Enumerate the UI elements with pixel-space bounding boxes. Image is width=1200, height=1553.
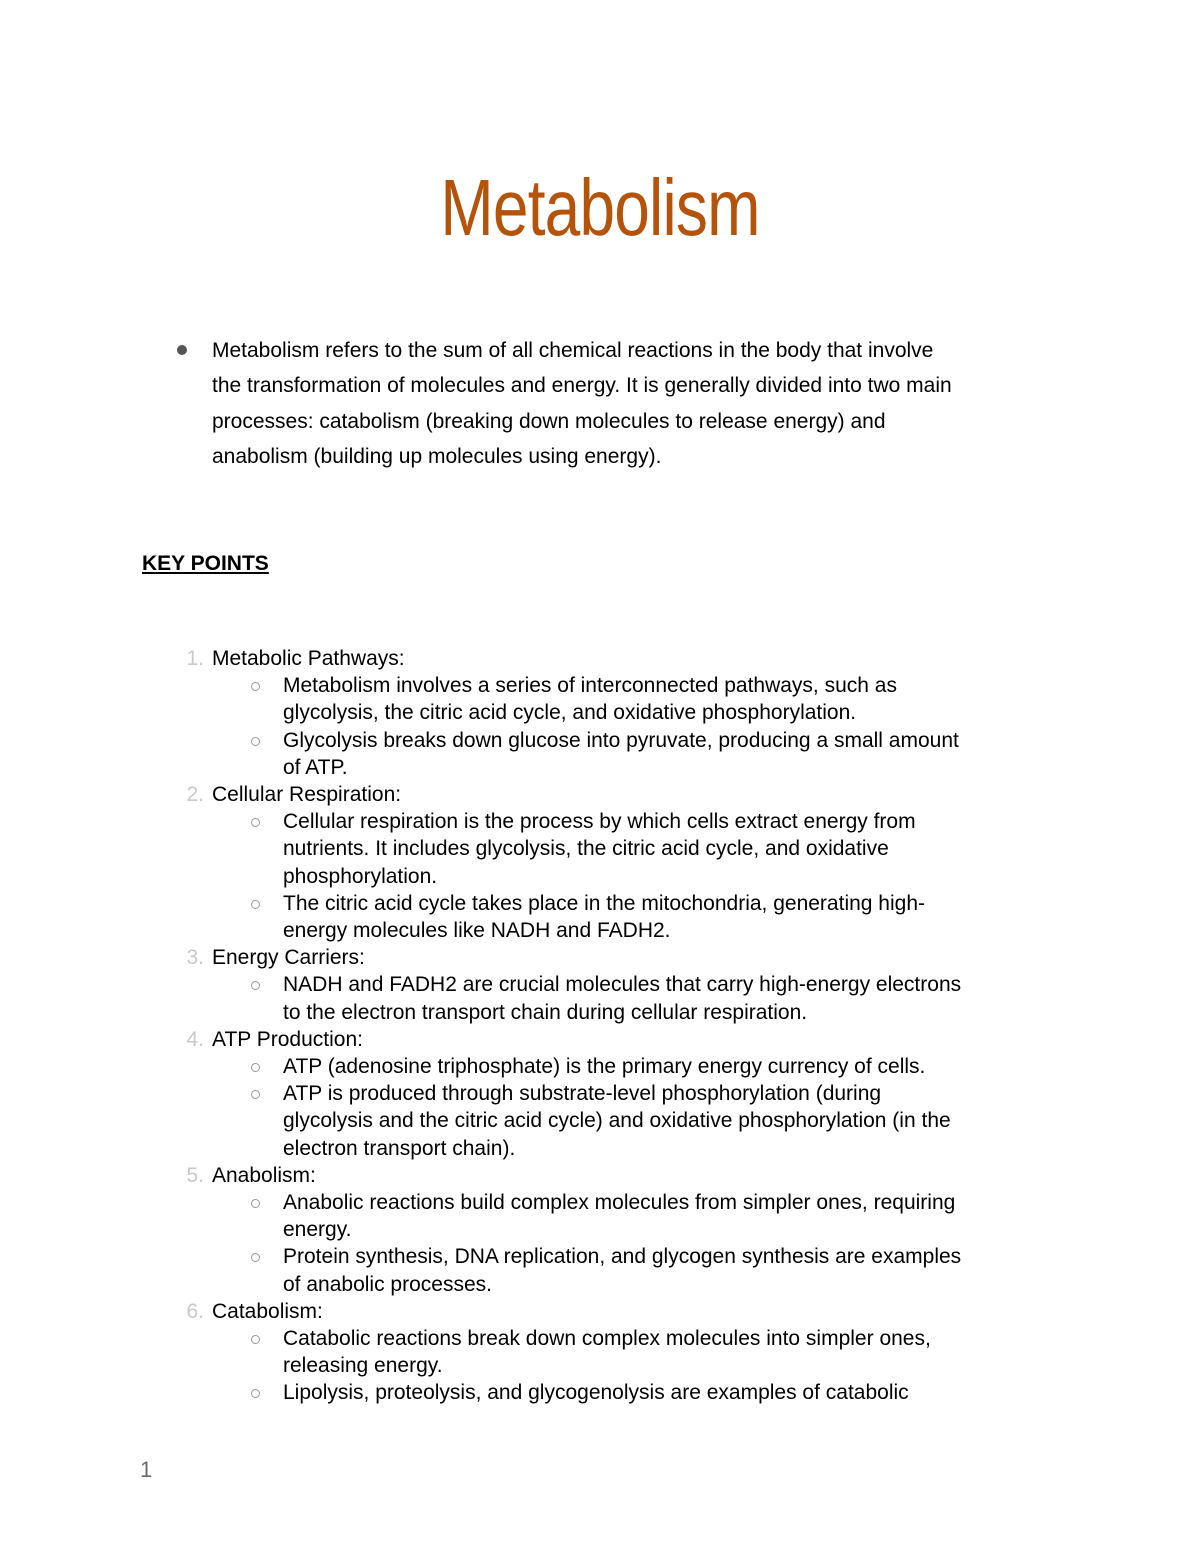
sub-list-item: [212, 1243, 1052, 1297]
intro-list: [162, 333, 1062, 474]
hollow-circle-bullet-icon: [251, 737, 260, 746]
sub-list-item: [212, 1189, 1052, 1243]
key-point-label: Energy Carriers:: [212, 946, 365, 970]
sub-list-item: [212, 1379, 1052, 1406]
sub-list-item: [212, 1053, 1052, 1080]
hollow-circle-bullet-icon: [251, 1389, 260, 1398]
key-point-item: [142, 1298, 1052, 1407]
key-point-item: [142, 1026, 1052, 1162]
list-number: 5.: [186, 1163, 204, 1187]
sub-item-line: releasing energy.: [283, 1354, 443, 1378]
key-point-item: [142, 1162, 1052, 1298]
sub-item-line: electron transport chain).: [283, 1136, 516, 1160]
sub-item-line: energy.: [283, 1218, 352, 1242]
key-point-label: Metabolic Pathways:: [212, 647, 405, 670]
key-point-label: Anabolism:: [212, 1163, 316, 1187]
sub-item-line: Lipolysis, proteolysis, and glycogenolysis are examples of catabolic: [283, 1381, 909, 1405]
hollow-circle-bullet-icon: [251, 981, 260, 990]
sub-list: [212, 1053, 1052, 1162]
list-number: 3.: [186, 946, 204, 970]
sub-item-line: Protein synthesis, DNA replication, and glycogen synthesis are examples: [283, 1245, 962, 1269]
sub-item-line: glycolysis and the citric acid cycle) and oxidative phosphorylation (in the: [283, 1109, 951, 1133]
list-number: 4.: [186, 1027, 204, 1051]
sub-item-line: Cellular respiration is the process by which cells extract energy from: [283, 810, 916, 834]
sub-item-line: ATP (adenosine triphosphate) is the primary energy currency of cells.: [283, 1055, 926, 1079]
sub-item-line: The citric acid cycle takes place in the mitochondria, generating high-: [283, 891, 925, 915]
sub-list-item: [212, 971, 1052, 1025]
list-number: 2.: [186, 783, 204, 807]
hollow-circle-bullet-icon: [251, 1199, 260, 1208]
key-points-heading: KEY POINTS: [142, 552, 269, 575]
hollow-circle-bullet-icon: [251, 900, 260, 909]
sub-item-line: of ATP.: [283, 755, 348, 779]
sub-list: [212, 808, 1052, 944]
hollow-circle-bullet-icon: [251, 818, 260, 827]
hollow-circle-bullet-icon: [251, 1253, 260, 1262]
sub-item-line: NADH and FADH2 are crucial molecules that carry high-energy electrons: [283, 973, 962, 997]
sub-list-item: [212, 672, 1052, 726]
key-point-item: [142, 645, 1052, 781]
intro-line: the transformation of molecules and energy. It is generally divided into two main: [212, 374, 952, 398]
sub-list: [212, 672, 1052, 781]
list-number: 6.: [186, 1299, 204, 1323]
sub-item-line: of anabolic processes.: [283, 1272, 492, 1296]
page-number: 1: [140, 1457, 153, 1482]
sub-list-item: [212, 1080, 1052, 1162]
intro-bullet-item: [162, 333, 1062, 474]
key-point-label: Cellular Respiration:: [212, 783, 402, 807]
sub-list: [212, 1189, 1052, 1298]
intro-line: processes: catabolism (breaking down molecules to release energy) and: [212, 409, 886, 433]
sub-item-line: Metabolism involves a series of interconnected pathways, such as: [283, 674, 897, 698]
sub-list-item: [212, 1325, 1052, 1379]
sub-item-line: Anabolic reactions build complex molecules from simpler ones, requiring: [283, 1191, 956, 1215]
key-point-label: ATP Production:: [212, 1027, 363, 1051]
sub-item-line: nutrients. It includes glycolysis, the citric acid cycle, and oxidative: [283, 837, 889, 861]
sub-item-line: glycolysis, the citric acid cycle, and oxidative phosphorylation.: [283, 701, 857, 725]
sub-item-line: ATP is produced through substrate-level phosphorylation (during: [283, 1082, 882, 1106]
key-point-item: [142, 781, 1052, 944]
hollow-circle-bullet-icon: [251, 682, 260, 691]
sub-item-line: Glycolysis breaks down glucose into pyruvate, producing a small amount: [283, 728, 959, 752]
sub-item-line: Catabolic reactions break down complex molecules into simpler ones,: [283, 1327, 931, 1351]
page-title: Metabolism: [440, 163, 760, 252]
sub-list-item: [212, 727, 1052, 781]
key-point-label: Catabolism:: [212, 1299, 323, 1323]
hollow-circle-bullet-icon: [251, 1063, 260, 1072]
sub-list: [212, 1325, 1052, 1407]
intro-line: anabolism (building up molecules using energy).: [212, 444, 662, 468]
sub-list: [212, 971, 1052, 1025]
key-points-list: [142, 645, 1052, 1407]
sub-list-item: [212, 808, 1052, 890]
sub-item-line: phosphorylation.: [283, 864, 438, 888]
list-number: 1.: [186, 647, 204, 670]
hollow-circle-bullet-icon: [251, 1090, 260, 1099]
key-point-item: [142, 944, 1052, 1026]
intro-line: Metabolism refers to the sum of all chemical reactions in the body that involve: [212, 339, 934, 362]
bullet-dot-icon: [177, 345, 187, 355]
hollow-circle-bullet-icon: [251, 1335, 260, 1344]
sub-item-line: energy molecules like NADH and FADH2.: [283, 919, 671, 943]
sub-item-line: to the electron transport chain during cellular respiration.: [283, 1000, 808, 1024]
sub-list-item: [212, 890, 1052, 944]
